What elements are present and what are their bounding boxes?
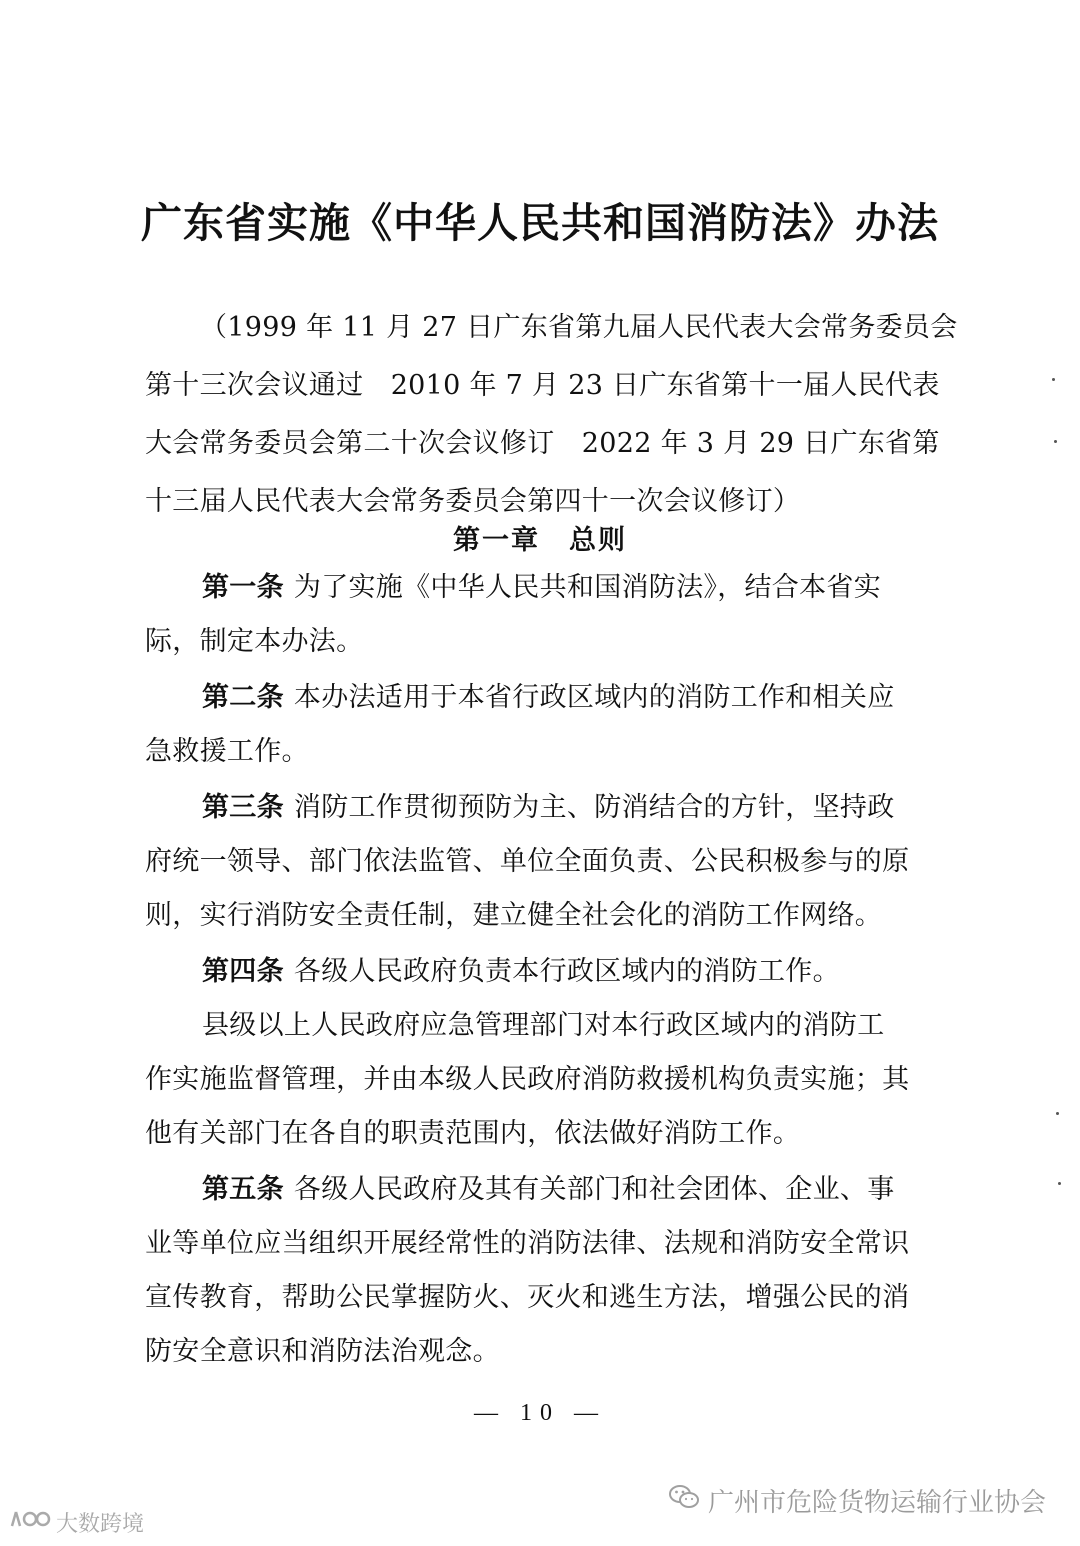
brand-watermark [8, 1506, 144, 1538]
watermark-text: 广州市危险货物运输行业协会 [707, 1488, 1046, 1518]
preamble-line: 十三届人民代表大会常务委员会第四十一次会议修订） [145, 486, 801, 517]
article-text: 各级人民政府及其有关部门和社会团体、企业、事 [293, 1174, 895, 1205]
article-5-line: 防安全意识和消防法治观念。 [145, 1336, 500, 1367]
document-body [145, 565, 925, 1383]
article-label: 第四条 [202, 956, 284, 987]
brand-logo-icon [8, 1506, 52, 1538]
page-number: — 10 — [474, 1400, 606, 1426]
article-label: 第一条 [202, 572, 284, 603]
article-5-line [145, 1167, 925, 1221]
article-text: 本办法适用于本省行政区域内的消防工作和相关应 [293, 682, 895, 713]
source-watermark [668, 1482, 1046, 1519]
article-text: 为了实施《中华人民共和国消防法》，结合本省实 [293, 572, 882, 603]
article-1-line [145, 565, 925, 619]
article-label: 第三条 [202, 792, 284, 823]
article-5-line: 业等单位应当组织开展经常性的消防法律、法规和消防安全常识 [145, 1228, 910, 1259]
wechat-icon [668, 1483, 700, 1518]
article-label: 第五条 [202, 1174, 284, 1205]
article-3-line: 则，实行消防安全责任制，建立健全社会化的消防工作网络。 [145, 900, 883, 931]
article-4-paragraph-line: 他有关部门在各自的职责范围内，依法做好消防工作。 [145, 1118, 801, 1149]
article-3-line: 府统一领导、部门依法监管、单位全面负责、公民积极参与的原 [145, 846, 910, 877]
scan-speck [1058, 1182, 1061, 1185]
watermark-text: 大数跨境 [56, 1511, 145, 1537]
article-2-line: 急救援工作。 [145, 736, 309, 767]
chapter-heading: 第一章 总则 [453, 525, 627, 556]
article-2-line [145, 675, 925, 729]
article-text: 各级人民政府负责本行政区域内的消防工作。 [293, 956, 840, 987]
preamble-line: 大会常务委员会第二十次会议修订 2022 年 3 月 29 日广东省第 [145, 428, 940, 459]
article-5-line: 宣传教育，帮助公民掌握防火、灭火和逃生方法，增强公民的消 [145, 1282, 910, 1313]
article-4-paragraph-line: 县级以上人民政府应急管理部门对本行政区域内的消防工 [202, 1010, 885, 1041]
article-4-paragraph-line: 作实施监督管理，并由本级人民政府消防救援机构负责实施；其 [145, 1064, 910, 1095]
document-title: 广东省实施《中华人民共和国消防法》办法 [141, 199, 939, 247]
article-label: 第二条 [202, 682, 284, 713]
preamble-line: （1999 年 11 月 27 日广东省第九届人民代表大会常务委员会 [200, 312, 958, 343]
article-3-line [145, 785, 925, 839]
preamble-line: 第十三次会议通过 2010 年 7 月 23 日广东省第十一届人民代表 [145, 370, 940, 401]
scan-speck [1056, 1112, 1059, 1115]
article-4-line [145, 949, 925, 1003]
scan-speck [1052, 378, 1055, 381]
article-1-line: 际，制定本办法。 [145, 626, 364, 657]
preamble [145, 306, 958, 538]
scan-speck [1054, 440, 1057, 443]
article-text: 消防工作贯彻预防为主、防消结合的方针，坚持政 [293, 792, 895, 823]
